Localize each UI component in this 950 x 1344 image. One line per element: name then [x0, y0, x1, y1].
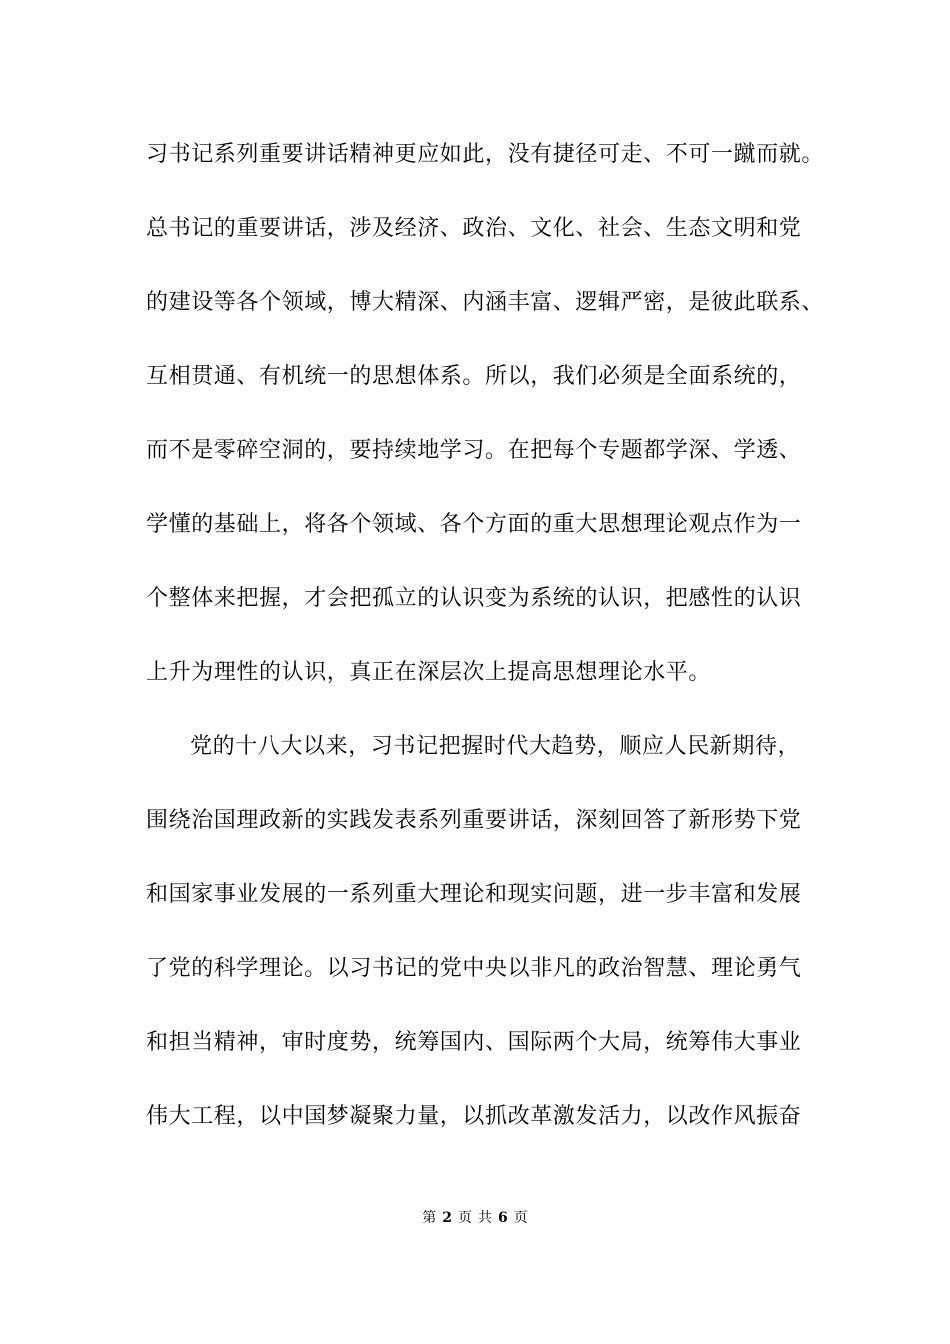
body-line: 而不是零碎空洞的，要持续地学习。在把每个专题都学深、学透、 — [146, 438, 802, 463]
page-footer — [0, 1208, 950, 1228]
body-line: 互相贯通、有机统一的思想体系。所以，我们必须是全面系统的， — [146, 364, 802, 389]
body-line: 围绕治国理政新的实践发表系列重要讲话，深刻回答了新形势下党 — [146, 808, 802, 833]
total-page-number: 6 — [498, 1210, 508, 1226]
body-line: 伟大工程，以中国梦凝聚力量，以抓改革激发活力，以改作风振奋 — [146, 1104, 802, 1129]
body-line: 和国家事业发展的一系列重大理论和现实问题，进一步丰富和发展 — [146, 882, 802, 907]
footer-prefix: 第 — [422, 1210, 437, 1226]
footer-total-word: 共 — [478, 1210, 492, 1226]
footer-suffix: 页 — [513, 1210, 528, 1226]
current-page-number: 2 — [442, 1210, 452, 1226]
paragraph-first-line: 党的十八大以来，习书记把握时代大趋势，顺应人民新期待， — [190, 734, 801, 759]
body-line: 总书记的重要讲话，涉及经济、政治、文化、社会、生态文明和党 — [146, 216, 802, 241]
body-line: 习书记系列重要讲话精神更应如此，没有捷径可走、不可一蹴而就。 — [146, 142, 825, 167]
body-line: 的建设等各个领域，博大精深、内涵丰富、逻辑严密，是彼此联系、 — [146, 290, 825, 315]
body-line: 了党的科学理论。以习书记的党中央以非凡的政治智慧、理论勇气 — [146, 956, 802, 981]
body-line: 上升为理性的认识，真正在深层次上提高思想理论水平。 — [146, 660, 712, 685]
body-line: 和担当精神，审时度势，统筹国内、国际两个大局，统筹伟大事业 — [146, 1030, 802, 1055]
body-line: 个整体来把握，才会把孤立的认识变为系统的认识，把感性的认识 — [146, 586, 802, 611]
body-line: 学懂的基础上，将各个领域、各个方面的重大思想理论观点作为一 — [146, 512, 802, 537]
footer-page-word: 页 — [458, 1210, 472, 1226]
